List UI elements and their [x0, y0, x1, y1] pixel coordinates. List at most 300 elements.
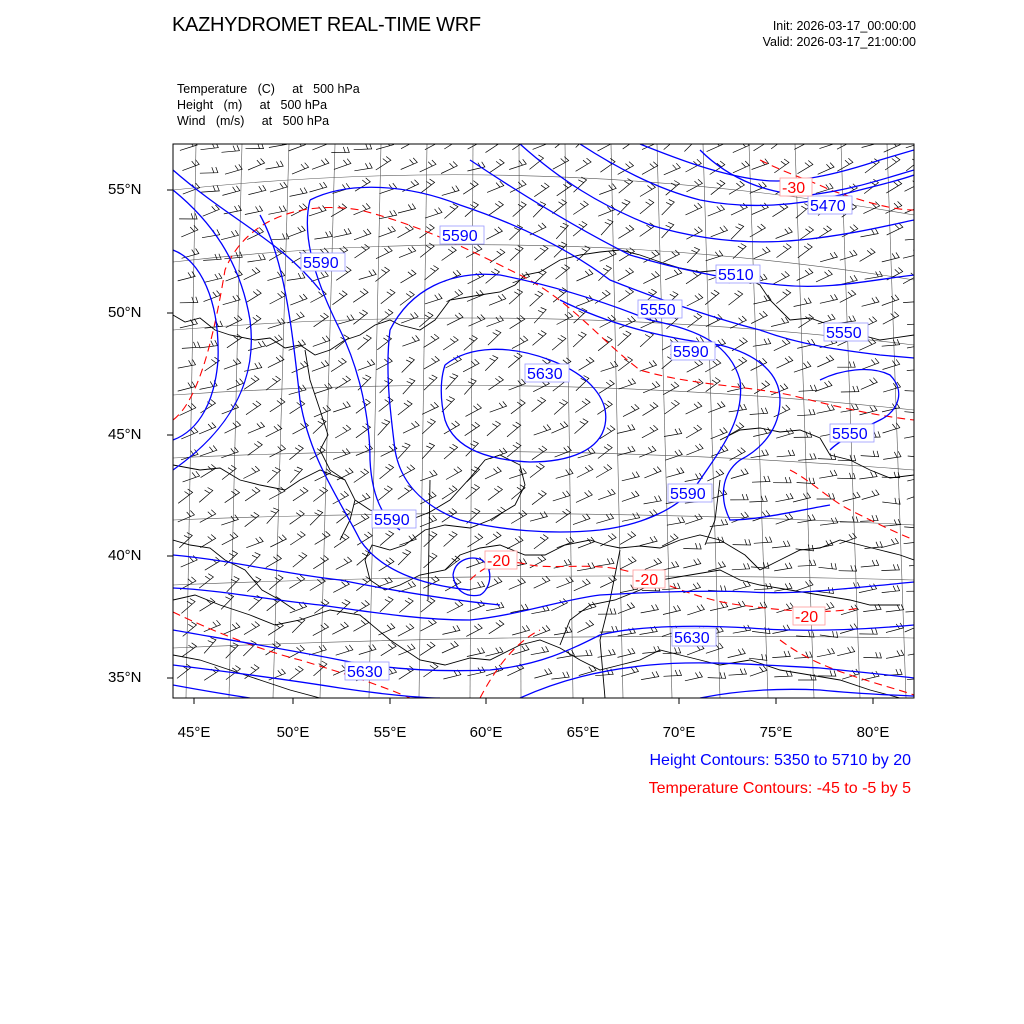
- wind-barb: [729, 669, 747, 676]
- height-contour-legend: Height Contours: 5350 to 5710 by 20: [649, 752, 911, 769]
- wind-barb: [574, 650, 592, 657]
- wind-barb: [798, 161, 813, 174]
- wind-barb: [490, 401, 507, 412]
- wind-barb: [771, 317, 789, 326]
- wind-barb: [507, 422, 521, 437]
- wind-barb: [733, 161, 749, 173]
- height-label: [440, 226, 484, 245]
- wind-barb: [486, 269, 500, 284]
- wind-barb: [908, 452, 926, 458]
- wind-barb: [424, 532, 437, 547]
- wind-barb: [178, 382, 195, 392]
- svg-text:-30: -30: [782, 180, 806, 197]
- wind-barb: [685, 514, 702, 524]
- wind-barb: [774, 563, 792, 571]
- wind-barb: [269, 139, 287, 147]
- variable-wind: Wind (m/s) at 500 hPa: [177, 114, 330, 128]
- wind-barb: [907, 340, 925, 349]
- wind-barb: [486, 227, 502, 239]
- wind-barb: [221, 515, 238, 525]
- wind-barb: [400, 291, 414, 305]
- wind-barb: [728, 648, 746, 657]
- wind-barb: [398, 644, 415, 655]
- wind-barb: [420, 179, 434, 193]
- wind-barb: [907, 364, 925, 371]
- wind-barb: [289, 666, 303, 680]
- wind-barb: [359, 270, 376, 280]
- wind-barb: [640, 332, 653, 347]
- wind-barb: [425, 266, 439, 281]
- wind-barb: [553, 491, 570, 501]
- wind-barb: [379, 226, 396, 237]
- wind-barb: [312, 159, 329, 170]
- wind-barb: [860, 405, 878, 415]
- wind-barb: [489, 294, 506, 305]
- wind-barb: [469, 315, 485, 327]
- lat-label: 40°N: [108, 547, 142, 564]
- wind-barb: [464, 379, 476, 395]
- wind-barb: [270, 535, 286, 547]
- wind-barb: [595, 290, 610, 303]
- wind-barb: [598, 489, 615, 500]
- wind-barb: [335, 425, 351, 438]
- wind-barb: [774, 159, 789, 173]
- wind-barb: [244, 362, 262, 371]
- wind-barb: [419, 312, 433, 327]
- wind-barb: [883, 359, 900, 369]
- wind-barb: [403, 378, 415, 394]
- height-label: [525, 364, 569, 383]
- wind-barb: [331, 358, 346, 371]
- wind-barb: [643, 402, 658, 415]
- wind-barb: [705, 359, 721, 372]
- wind-barb: [687, 247, 699, 263]
- wind-barb: [667, 468, 684, 478]
- wind-barb: [381, 289, 395, 303]
- wind-barb: [336, 645, 353, 655]
- wind-barb: [510, 246, 523, 261]
- wind-barb: [289, 445, 303, 460]
- wind-barb: [797, 409, 815, 416]
- wind-barb: [398, 443, 410, 459]
- wind-barb: [245, 512, 259, 526]
- wind-barb: [487, 181, 504, 192]
- wind-barb: [573, 514, 590, 525]
- wind-barb: [309, 645, 326, 655]
- svg-text:5630: 5630: [527, 366, 563, 383]
- wind-barb: [555, 134, 569, 148]
- wind-barb: [553, 199, 567, 213]
- wind-barb: [467, 508, 480, 523]
- wind-barb: [749, 496, 767, 502]
- wind-barb: [733, 244, 746, 259]
- wind-barb: [687, 605, 704, 615]
- wind-barb: [314, 313, 329, 327]
- wind-barb: [708, 205, 725, 216]
- wind-barb: [643, 271, 659, 283]
- wind-barb: [640, 536, 657, 546]
- wind-barb: [838, 316, 856, 324]
- wind-barb: [420, 160, 436, 172]
- wind-barb: [776, 603, 793, 613]
- wind-barb: [729, 181, 744, 194]
- lon-label: 60°E: [469, 724, 503, 741]
- wind-barb: [906, 585, 924, 591]
- wind-barb: [292, 361, 309, 373]
- wind-barb: [551, 422, 568, 434]
- wind-barb: [817, 355, 833, 367]
- height-label: [668, 484, 712, 503]
- wind-barb: [355, 178, 370, 191]
- wind-barb: [488, 486, 502, 500]
- wind-barb: [354, 469, 369, 483]
- wind-barb: [820, 631, 838, 637]
- wind-barb: [599, 380, 614, 393]
- wind-barb: [886, 650, 904, 659]
- wind-barb: [749, 602, 767, 610]
- wind-barb: [884, 140, 900, 152]
- wind-barb: [398, 401, 412, 415]
- wind-barb: [840, 290, 856, 302]
- wind-barb: [354, 493, 370, 505]
- wind-barb: [511, 400, 525, 414]
- wind-barb: [774, 339, 790, 351]
- wind-barb: [815, 381, 832, 392]
- wind-barb: [863, 652, 881, 658]
- wind-barb: [378, 420, 390, 436]
- wind-barb: [733, 141, 750, 153]
- wind-barb: [380, 531, 394, 546]
- wind-barb: [422, 402, 438, 414]
- wind-barb: [794, 298, 812, 307]
- wind-barb: [441, 162, 457, 174]
- wind-barb: [424, 553, 438, 568]
- wind-barb: [379, 210, 397, 219]
- wind-barb: [380, 464, 394, 479]
- wind-barb: [881, 564, 899, 570]
- wind-barb: [222, 186, 239, 196]
- wind-barb: [574, 579, 590, 591]
- wind-barb: [222, 532, 238, 544]
- wind-barb: [398, 225, 414, 238]
- wind-barb: [642, 162, 658, 175]
- wind-barb: [333, 402, 350, 413]
- wind-barb: [446, 374, 458, 390]
- wind-barb: [776, 428, 793, 438]
- wind-barb: [401, 312, 418, 323]
- wind-barb: [798, 244, 812, 258]
- wind-barb: [883, 519, 901, 526]
- wind-barb: [244, 268, 260, 280]
- variable-height: Height (m) at 500 hPa: [177, 98, 328, 112]
- wind-barb: [533, 625, 550, 636]
- wind-barb: [378, 486, 392, 501]
- wind-barb: [641, 604, 659, 613]
- wind-barb: [754, 247, 770, 259]
- height-label: [301, 253, 345, 272]
- wind-barb: [865, 271, 883, 279]
- temperature-label: [793, 607, 825, 626]
- wind-barb: [486, 532, 501, 545]
- wind-barb: [820, 294, 838, 303]
- wind-barb: [557, 182, 572, 196]
- wind-barb: [839, 565, 857, 571]
- wind-barb: [644, 496, 662, 504]
- wind-barb: [313, 336, 330, 347]
- wind-barb: [557, 312, 573, 324]
- wind-barb: [534, 183, 549, 197]
- wind-barb: [424, 334, 439, 347]
- wind-barb: [245, 665, 259, 679]
- wind-barb: [200, 446, 217, 457]
- wind-barb: [442, 397, 455, 412]
- wind-barb: [793, 493, 811, 502]
- wind-barb: [905, 179, 921, 191]
- wind-barb: [424, 356, 440, 369]
- wind-barb: [270, 182, 287, 192]
- wind-barb: [618, 331, 631, 346]
- wind-barb: [380, 378, 393, 393]
- wind-barb: [355, 244, 370, 258]
- wind-barb: [489, 376, 504, 390]
- wind-barb: [909, 559, 927, 566]
- wind-barb: [425, 137, 441, 150]
- wind-barb: [266, 376, 281, 390]
- wind-barb: [841, 404, 859, 412]
- wind-barb: [378, 623, 394, 635]
- wind-barb: [485, 355, 498, 370]
- wind-barb: [618, 200, 631, 216]
- wind-barb: [468, 137, 484, 150]
- wind-barb: [862, 358, 879, 369]
- wind-barb: [511, 485, 525, 500]
- wind-barb: [686, 444, 703, 455]
- wind-barb: [618, 225, 633, 238]
- wind-barb: [227, 379, 244, 390]
- wind-barb: [225, 489, 240, 503]
- wind-barb: [402, 357, 415, 372]
- lon-label: 65°E: [566, 724, 600, 741]
- lon-label: 45°E: [177, 724, 211, 741]
- wind-barb: [818, 163, 834, 175]
- wind-barb: [774, 405, 790, 417]
- wind-barb: [642, 646, 660, 653]
- wind-barb: [292, 163, 309, 174]
- wind-barb: [381, 642, 396, 655]
- svg-text:5590: 5590: [673, 344, 709, 361]
- wind-barb: [401, 158, 418, 170]
- wind-barb: [488, 330, 501, 345]
- wind-barb: [442, 625, 460, 634]
- wind-barb: [491, 507, 506, 521]
- lat-label: 45°N: [108, 426, 142, 443]
- wind-barb: [247, 577, 260, 592]
- wind-barb: [751, 358, 767, 370]
- wind-barb: [776, 227, 793, 238]
- wind-barb: [267, 508, 279, 524]
- wind-barb: [313, 623, 329, 636]
- wind-barb: [728, 601, 746, 610]
- wind-barb: [862, 138, 880, 148]
- wind-barb: [573, 332, 586, 347]
- wind-barb: [334, 159, 351, 170]
- wind-barb: [820, 252, 837, 262]
- wind-barb: [222, 145, 240, 152]
- wind-barb: [576, 158, 592, 171]
- wind-barb: [353, 289, 368, 303]
- wind-barb: [268, 355, 284, 367]
- wind-barb: [819, 138, 836, 148]
- wind-barb: [403, 421, 419, 433]
- wind-barb: [618, 648, 635, 657]
- wind-barb: [444, 444, 458, 459]
- wind-barb: [204, 273, 222, 282]
- wind-barb: [227, 576, 240, 592]
- wind-barb: [860, 248, 876, 261]
- wind-barb: [640, 199, 654, 214]
- wind-barb: [444, 136, 459, 149]
- wind-barb: [489, 620, 504, 634]
- wind-barb: [750, 408, 768, 415]
- wind-barb: [334, 228, 352, 237]
- wind-barb: [310, 182, 327, 192]
- wind-barb: [267, 467, 280, 482]
- wind-barb: [401, 136, 417, 149]
- wind-barb: [728, 423, 744, 436]
- wind-barb: [313, 555, 328, 568]
- wind-barb: [686, 402, 702, 414]
- wind-barb: [794, 137, 810, 149]
- wind-barb: [665, 269, 682, 280]
- wind-barb: [534, 576, 550, 588]
- wind-barb: [601, 361, 618, 371]
- wind-barb: [446, 356, 462, 369]
- height-label: [372, 510, 416, 529]
- wind-barb: [573, 201, 588, 215]
- wind-barb: [331, 147, 349, 153]
- wind-barb: [487, 316, 504, 327]
- temperature-label: [633, 570, 665, 589]
- lon-label: 75°E: [759, 724, 793, 741]
- wind-barb: [577, 269, 593, 281]
- wind-barb: [862, 297, 879, 307]
- wind-barb: [180, 140, 197, 150]
- wind-barb: [358, 359, 375, 370]
- lon-label: 50°E: [276, 724, 310, 741]
- wind-barb: [663, 382, 679, 395]
- wind-barb: [442, 186, 459, 196]
- svg-text:-20: -20: [635, 572, 659, 589]
- wind-barb: [446, 467, 462, 480]
- wind-barb: [819, 563, 837, 569]
- svg-text:5550: 5550: [832, 426, 868, 443]
- wind-barb: [907, 489, 924, 500]
- wind-barb: [487, 421, 501, 436]
- wind-barb: [907, 318, 925, 325]
- wind-barb: [485, 467, 501, 479]
- wind-barb: [837, 362, 855, 368]
- wind-barb: [620, 557, 636, 569]
- wind-barb: [598, 444, 612, 458]
- wind-barb: [861, 378, 878, 390]
- wind-barb: [248, 254, 266, 262]
- wind-barb: [576, 491, 592, 503]
- wind-barb: [818, 670, 836, 676]
- wind-barb: [904, 536, 922, 543]
- wind-barb: [270, 398, 285, 412]
- wind-barb: [486, 139, 501, 153]
- wind-barb: [509, 379, 526, 390]
- wind-barb: [248, 441, 263, 455]
- wind-barb: [266, 555, 282, 568]
- wind-barb: [686, 203, 702, 215]
- wind-barb: [248, 159, 265, 171]
- wind-barb: [337, 315, 354, 325]
- wind-barb: [687, 379, 703, 392]
- wind-barb: [443, 336, 458, 350]
- wind-barb: [817, 405, 835, 414]
- wind-barb: [510, 315, 525, 328]
- wind-barb: [398, 204, 416, 213]
- wind-barb: [661, 561, 679, 570]
- wind-barb: [467, 581, 485, 590]
- wind-barb: [908, 647, 926, 656]
- wind-barb: [315, 383, 332, 393]
- lon-label: 80°E: [856, 724, 890, 741]
- wind-barb: [556, 469, 573, 479]
- wind-barb: [310, 510, 323, 525]
- wind-barb: [843, 492, 860, 502]
- wind-barb: [199, 488, 213, 503]
- wind-barb: [180, 297, 198, 303]
- wind-barb: [751, 311, 767, 323]
- wind-barb: [752, 476, 770, 482]
- wind-barb: [599, 184, 616, 195]
- wind-barb: [622, 472, 640, 481]
- wind-barb: [399, 246, 416, 257]
- wind-barb: [244, 622, 260, 635]
- wind-barb: [221, 447, 238, 458]
- wind-barb: [577, 620, 593, 632]
- wind-barb: [399, 581, 416, 592]
- wind-barb: [837, 137, 853, 150]
- wind-barb: [534, 668, 551, 678]
- wind-barb: [731, 224, 744, 239]
- wind-barb: [754, 381, 769, 394]
- lat-label: 35°N: [108, 669, 142, 686]
- height-label: [345, 662, 389, 681]
- wind-barb: [819, 470, 837, 478]
- wind-barb: [398, 486, 413, 500]
- wind-barb: [511, 510, 527, 523]
- wind-barb: [447, 601, 463, 613]
- wind-barb: [200, 400, 215, 414]
- wind-barb: [639, 446, 656, 457]
- wind-barb: [178, 511, 195, 522]
- wind-barb: [552, 335, 566, 350]
- wind-barb: [882, 498, 900, 504]
- wind-barb: [509, 289, 522, 304]
- wind-barb: [287, 273, 305, 281]
- wind-barb: [178, 271, 196, 281]
- lat-label: 50°N: [108, 304, 142, 321]
- wind-barb: [816, 270, 832, 282]
- wind-barb: [468, 272, 484, 284]
- wind-barb: [775, 493, 793, 502]
- wind-barb: [181, 428, 198, 439]
- wind-barb: [596, 465, 612, 478]
- wind-barb: [354, 163, 372, 171]
